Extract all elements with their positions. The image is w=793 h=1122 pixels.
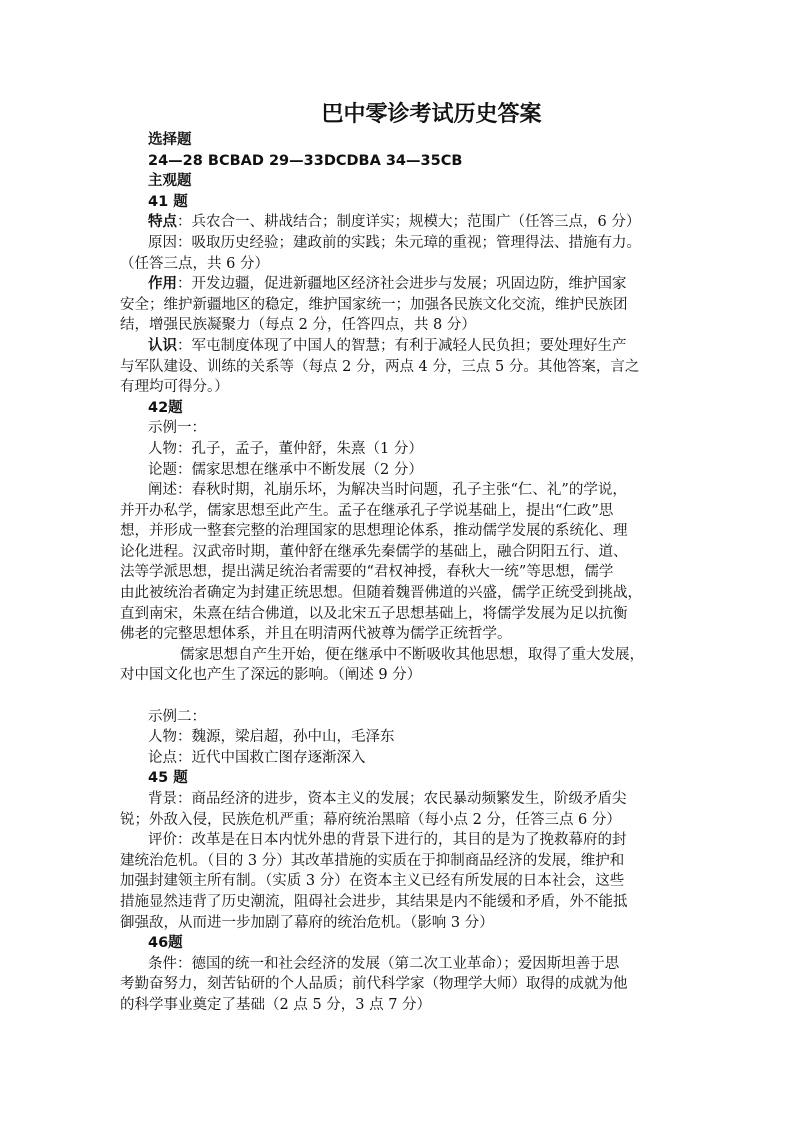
- text-line: [120, 542, 668, 563]
- text-line: [120, 604, 668, 625]
- line-text: 24—28 BCBAD 29—33DCDBA 34—35CB: [148, 152, 463, 169]
- line-text: 有理均可得分。）: [120, 379, 229, 396]
- text-line: [120, 851, 668, 872]
- line-text: 与军队建设、训练的关系等（每点 2 分，两点 4 分，三点 5 分。其他答案，言之: [120, 358, 640, 375]
- text-line: [120, 727, 668, 748]
- text-line: [120, 768, 668, 789]
- line-text: （任答三点，共 6 分）: [120, 255, 269, 272]
- text-line: [120, 645, 668, 666]
- line-text: 佛老的完整思想体系，并且在明清两代被尊为儒学正统哲学。: [120, 626, 512, 643]
- line-text: 原因：吸取历史经验；建政前的实践；朱元璋的重视；管理得法、措施有力。: [148, 234, 641, 251]
- line-text: 46题: [148, 935, 183, 952]
- text-line: [120, 995, 668, 1016]
- text-line: [120, 933, 668, 954]
- text-line: [120, 892, 668, 913]
- text-line: [120, 583, 668, 604]
- line-text: 45 题: [148, 770, 188, 787]
- line-text: 选择题: [148, 132, 192, 148]
- text-line: [120, 130, 668, 151]
- text-line: [120, 624, 668, 645]
- text-line: [120, 377, 668, 398]
- line-text: ：开发边疆，促进新疆地区经济社会进步与发展；巩固边防，维护国家: [177, 276, 627, 293]
- page-title: 巴中零诊考试历史答案: [321, 102, 542, 127]
- line-text: 42题: [148, 399, 183, 416]
- item-label: 特点: [148, 214, 177, 231]
- line-text: 人物：魏源，梁启超，孙中山，毛泽东: [148, 729, 395, 746]
- text-line: [120, 212, 668, 233]
- text-line: [120, 233, 668, 254]
- line-text: 41 题: [148, 193, 188, 210]
- text-line: [120, 974, 668, 995]
- text-line: [120, 460, 668, 481]
- text-line: [120, 254, 668, 275]
- text-line: [120, 315, 668, 336]
- line-text: 措施显然违背了历史潮流，阻碍社会进步，其结果是内不能缓和矛盾，外不能抵: [120, 893, 628, 910]
- text-line: [120, 501, 668, 522]
- line-text: 想，并形成一整套完整的治理国家的思想理论体系，推动儒学发展的系统化、理: [120, 523, 628, 540]
- line-text: 评价：改革是在日本内忧外患的背景下进行的，其目的是为了挽救幕府的封: [148, 832, 627, 849]
- line-text: ：兵农合一、耕战结合；制度详实；规模大；范围广（任答三点，6 分）: [177, 214, 641, 231]
- text-line: [120, 274, 668, 295]
- line-text: 考勤奋努力，刻苦钻研的个人品质；前代科学家（物理学大师）取得的成就为他: [120, 976, 628, 993]
- line-text: 安全；维护新疆地区的稳定，维护国家统一；加强各民族文化交流，维护民族团: [120, 296, 628, 313]
- line-text: 论点：近代中国救亡图存逐渐深入: [148, 749, 366, 766]
- text-line: [120, 954, 668, 975]
- line-text: 的科学事业奠定了基础（2 点 5 分，3 点 7 分）: [120, 996, 432, 1013]
- text-line: [120, 295, 668, 316]
- line-text: 并开办私学，儒家思想至此产生。孟子在继承孔子学说基础上，提出“仁政”思: [120, 502, 614, 519]
- text-line: [120, 521, 668, 542]
- line-text: 对中国文化也产生了深远的影响。（阐述 9 分）: [120, 667, 422, 684]
- line-text: 示例一：: [148, 420, 206, 437]
- text-line: [120, 789, 668, 810]
- text-line: [120, 418, 668, 439]
- line-text: 主观题: [148, 173, 192, 190]
- line-text: 论题：儒家思想在继承中不断发展（2 分）: [148, 461, 423, 478]
- line-text: 法等学派思想，提出满足统治者需要的“君权神授，春秋大一统”等思想，儒学: [120, 564, 614, 581]
- line-text: 锐；外敌入侵，民族危机严重；幕府统治黑暗（每小点 2 分，任答三点 6 分）: [120, 811, 621, 828]
- answer-body: [120, 130, 668, 1016]
- line-text: 条件：德国的统一和社会经济的发展（第二次工业革命）；爱因斯坦善于思: [148, 955, 620, 972]
- item-label: 认识: [148, 337, 177, 354]
- text-line: [120, 686, 668, 707]
- text-line: [120, 913, 668, 934]
- line-text: 背景：商品经济的进步，资本主义的发展；农民暴动频繁发生，阶级矛盾尖: [148, 791, 627, 807]
- text-line: [120, 439, 668, 460]
- line-text: 加强封建领主所有制。（实质 3 分）在资本主义已经有所发展的日本社会，这些: [120, 873, 625, 890]
- text-line: [120, 665, 668, 686]
- text-line: [120, 810, 668, 831]
- text-line: [120, 357, 668, 378]
- text-line: [120, 871, 668, 892]
- line-text: 结，增强民族凝聚力（每点 2 分，任答四点，共 8 分）: [120, 317, 476, 334]
- text-line: [120, 398, 668, 419]
- item-label: 作用: [148, 276, 177, 293]
- text-line: [120, 707, 668, 728]
- line-text: 直到南宋，朱熹在结合佛道，以及北宋五子思想基础上，将儒学发展为足以抗衡: [120, 605, 628, 622]
- line-text: 人物：孔子，孟子，董仲舒，朱熹（1 分）: [148, 440, 423, 457]
- text-line: [120, 171, 668, 192]
- text-line: [120, 480, 668, 501]
- line-text: 由此被统治者确定为封建正统思想。但随着魏晋佛道的兴盛，儒学正统受到挑战，: [120, 585, 642, 602]
- text-line: [120, 748, 668, 769]
- line-text: 儒家思想自产生开始，便在继承中不断吸收其他思想，取得了重大发展，: [180, 646, 644, 663]
- line-text: 御强敌，从而进一步加剧了幕府的统治危机。（影响 3 分）: [120, 914, 494, 931]
- text-line: [120, 562, 668, 583]
- line-text: 论化进程。汉武帝时期，董仲舒在继承先秦儒学的基础上，融合阴阳五行、道、: [120, 543, 628, 560]
- text-line: [120, 830, 668, 851]
- text-line: [120, 336, 668, 357]
- line-text: ：军屯制度体现了中国人的智慧；有利于减轻人民负担；要处理好生产: [177, 337, 627, 354]
- text-line: [120, 192, 668, 213]
- line-text: 阐述：春秋时期，礼崩乐坏，为解决当时问题，孔子主张“仁、礼”的学说，: [148, 482, 627, 499]
- text-line: [120, 151, 668, 172]
- line-text: 示例二：: [148, 708, 206, 725]
- line-text: 建统治危机。（目的 3 分）其改革措施的实质在于抑制商品经济的发展，维护和: [120, 852, 625, 869]
